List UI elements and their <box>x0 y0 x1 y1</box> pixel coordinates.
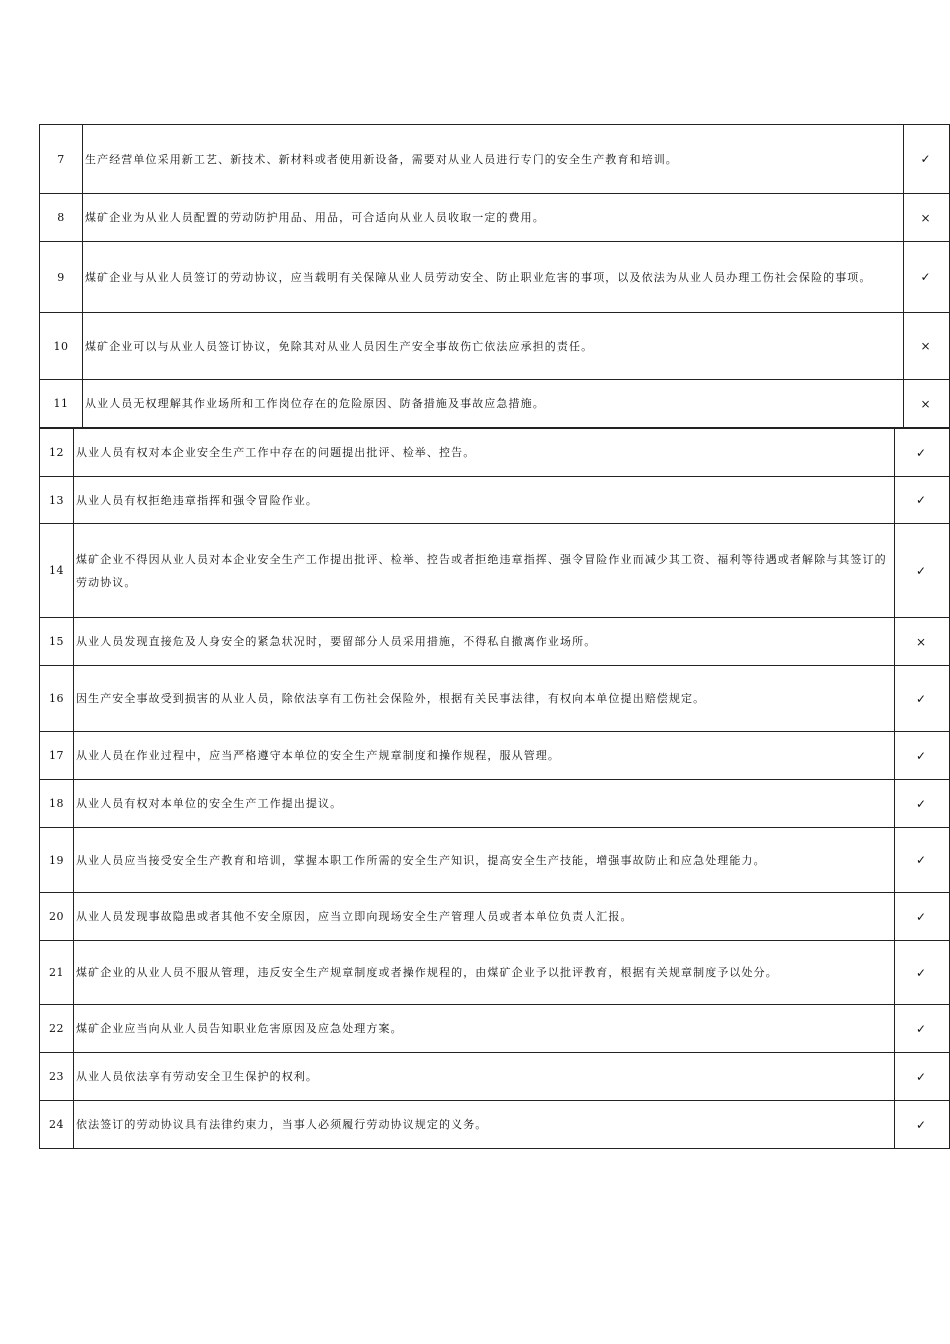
table-row <box>39 1005 950 1053</box>
answer-mark: ✓ <box>920 270 931 284</box>
table-row <box>39 780 950 828</box>
row-number: 19 <box>49 853 64 867</box>
question-text <box>82 194 904 241</box>
question-text <box>82 242 904 312</box>
question-text <box>73 941 895 1004</box>
row-number: 23 <box>49 1070 64 1083</box>
question-text-content: 煤矿企业的从业人员不服从管理，违反安全生产规章制度或者操作规程的，由煤矿企业予以批评教育，根据有关规章制度予以处分。 <box>76 966 778 979</box>
question-text <box>73 524 895 617</box>
table-row <box>39 242 950 313</box>
row-number: 12 <box>49 446 64 459</box>
row-number: 14 <box>49 564 64 577</box>
row-number: 15 <box>49 635 64 648</box>
table-row <box>39 941 950 1005</box>
row-number: 22 <box>49 1022 64 1035</box>
question-text-content: 从业人员有权拒绝违章指挥和强令冒险作业。 <box>76 493 318 507</box>
question-text <box>82 125 904 193</box>
row-number: 7 <box>57 152 65 166</box>
question-text <box>73 828 895 892</box>
question-text-content: 煤矿企业为从业人员配置的劳动防护用品、用品，可合适向从业人员收取一定的费用。 <box>85 211 545 224</box>
question-text-content: 生产经营单位采用新工艺、新技术、新材料或者使用新设备，需要对从业人员进行专门的安全生产教育和培训。 <box>85 152 678 166</box>
question-text-content: 从业人员依法享有劳动安全卫生保护的权利。 <box>76 1070 318 1083</box>
table-row <box>39 828 950 893</box>
question-text-content: 从业人员应当接受安全生产教育和培训，掌握本职工作所需的安全生产知识，提高安全生产技能，增强事故防止和应急处理能力。 <box>76 853 766 867</box>
question-text-content: 从业人员发现直接危及人身安全的紧急状况时，要留部分人员采用措施，不得私自撤离作业场所。 <box>76 635 597 648</box>
row-number: 21 <box>49 966 64 979</box>
answer-mark: ✓ <box>915 445 927 460</box>
question-text-content: 从业人员发现事故隐患或者其他不安全原因，应当立即向现场安全生产管理人员或者本单位负责人汇报。 <box>76 910 633 923</box>
table-row <box>39 524 950 618</box>
question-text-content: 煤矿企业可以与从业人员签订协议，免除其对从业人员因生产安全事故伤亡依法应承担的责任。 <box>85 339 594 353</box>
answer-mark: ✓ <box>915 1021 927 1036</box>
table-row <box>39 666 950 732</box>
answer-mark: ✓ <box>915 691 927 706</box>
question-text-content: 煤矿企业与从业人员签订的劳动协议，应当载明有关保障从业人员劳动安全、防止职业危害的事项，以及依法为从业人员办理工伤社会保险的事项。 <box>85 270 872 284</box>
question-text-content: 从业人员有权对本单位的安全生产工作提出提议。 <box>76 797 343 810</box>
question-text <box>82 313 904 379</box>
answer-mark: × <box>920 210 931 225</box>
answer-mark: ✓ <box>915 1117 927 1132</box>
answer-mark: × <box>920 396 931 411</box>
answer-mark: ✓ <box>915 1069 927 1084</box>
question-text <box>73 666 895 731</box>
question-text <box>73 1101 895 1148</box>
question-text-content: 从业人员在作业过程中，应当严格遵守本单位的安全生产规章制度和操作规程，服从管理。 <box>76 749 560 762</box>
table-row <box>39 380 950 428</box>
row-number: 9 <box>57 270 65 284</box>
row-number: 10 <box>53 339 69 353</box>
question-text-content: 从业人员有权对本企业安全生产工作中存在的问题提出批评、检举、控告。 <box>76 446 476 459</box>
table-row <box>39 893 950 941</box>
row-number: 8 <box>57 211 65 224</box>
answer-mark: ✓ <box>915 909 927 924</box>
answer-mark: ✓ <box>915 796 927 811</box>
row-number: 24 <box>49 1118 64 1131</box>
row-number: 13 <box>49 493 64 507</box>
question-text-content: 煤矿企业不得因从业人员对本企业安全生产工作提出批评、检举、控告或者拒绝违章指挥、强令冒险作业而减少其工资、福利等待遇或者解除与其签订的劳动协议。 <box>76 552 887 589</box>
question-text <box>82 380 904 427</box>
question-text-content: 煤矿企业应当向从业人员告知职业危害原因及应急处理方案。 <box>76 1022 403 1035</box>
answer-mark: ✓ <box>915 748 927 763</box>
table-row <box>39 477 950 524</box>
question-text <box>73 618 895 665</box>
row-number: 16 <box>49 692 64 705</box>
answer-mark: × <box>915 634 927 649</box>
question-text <box>73 1053 895 1100</box>
row-number: 17 <box>49 749 64 762</box>
question-text <box>73 780 895 827</box>
question-text-content: 从业人员无权理解其作业场所和工作岗位存在的危险原因、防备措施及事故应急措施。 <box>85 397 545 410</box>
question-text-content: 因生产安全事故受到损害的从业人员，除依法享有工伤社会保险外，根据有关民事法律，有权向本单位提出赔偿规定。 <box>76 692 706 705</box>
table-row <box>39 428 950 477</box>
table-row <box>39 1101 950 1149</box>
table-row <box>39 124 950 194</box>
table-row <box>39 194 950 242</box>
table-row <box>39 732 950 780</box>
question-text <box>73 477 895 523</box>
row-number: 11 <box>53 397 69 410</box>
answer-mark: ✓ <box>915 563 927 578</box>
answer-mark: × <box>920 339 931 353</box>
row-number: 20 <box>49 910 64 923</box>
answer-mark: ✓ <box>915 853 927 867</box>
answer-mark: ✓ <box>920 152 931 166</box>
answer-mark: ✓ <box>915 493 927 507</box>
answer-mark: ✓ <box>915 965 927 980</box>
table-row <box>39 618 950 666</box>
table-row <box>39 1053 950 1101</box>
row-number: 18 <box>49 797 64 810</box>
question-text <box>73 732 895 779</box>
question-text <box>73 429 895 476</box>
question-text <box>73 1005 895 1052</box>
question-text-content: 依法签订的劳动协议具有法律约束力，当事人必须履行劳动协议规定的义务。 <box>76 1118 488 1131</box>
question-text <box>73 893 895 940</box>
table-row <box>39 313 950 380</box>
